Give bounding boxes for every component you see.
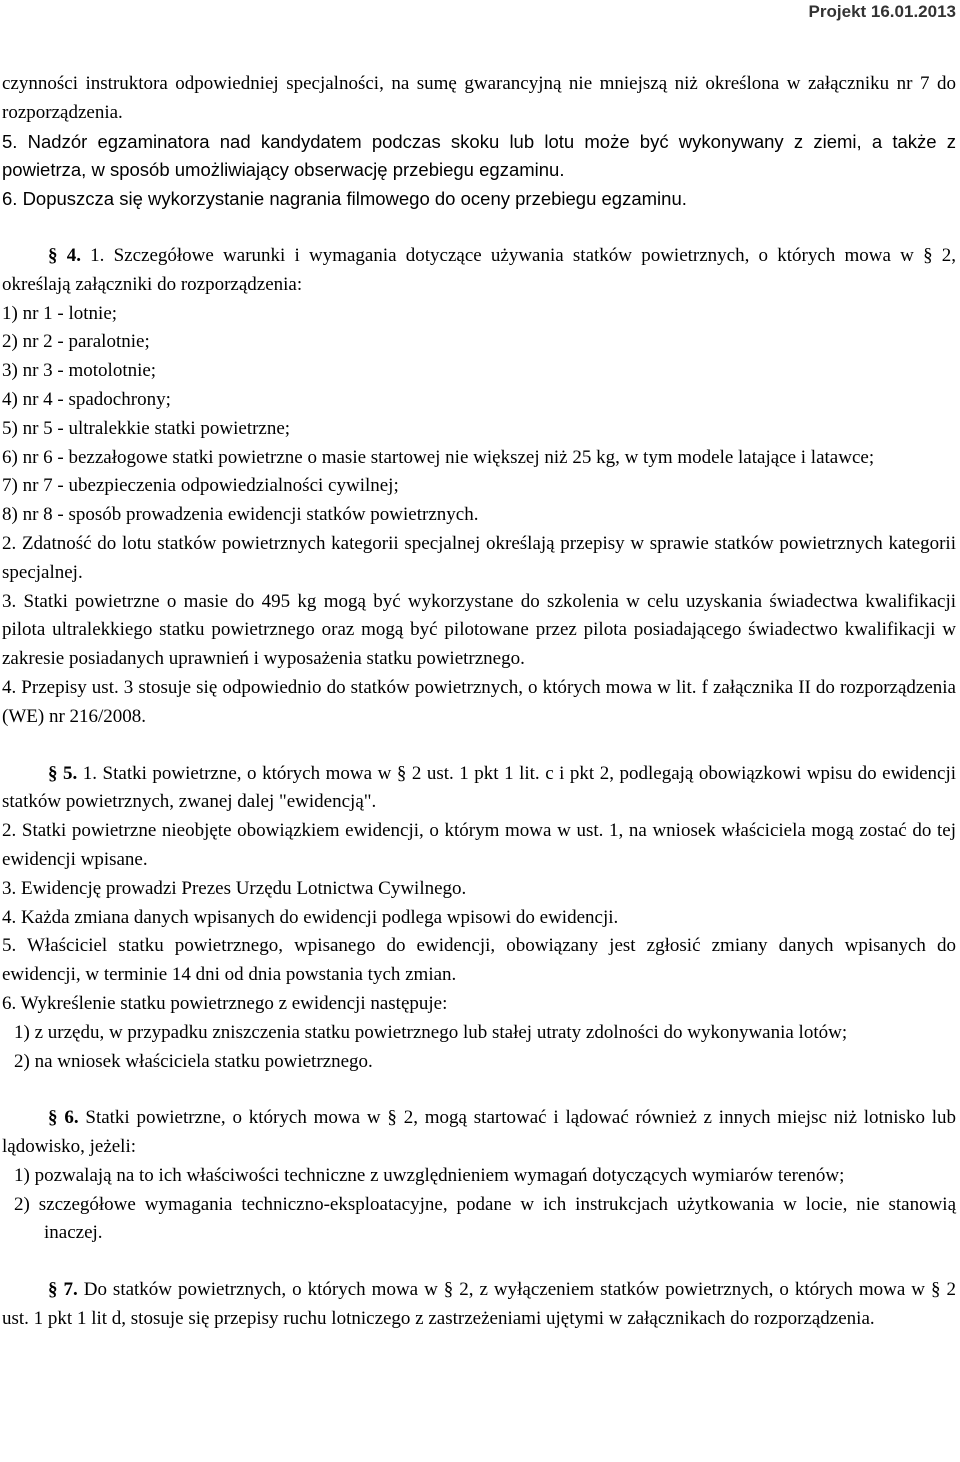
- document-body: [2, 70, 956, 1334]
- paragraph: 3. Statki powietrzne o masie do 495 kg mogą być wykorzystane do szkolenia w celu uzyskania świadectwa kwalifikacji pilota ultralekkiego statku powietrznego oraz mogą być pilotowane przez pilota posiadającego świadectwo kwalifikacji w zakresie posiadanych uprawnień i wyposażenia statku powietrznego.: [2, 590, 956, 670]
- paragraph: 2. Zdatność do lotu statków powietrznych kategorii specjalnej określają przepisy w sprawie statków powietrznych kategorii specjalnej.: [2, 532, 956, 583]
- section-number: 5.: [63, 762, 78, 784]
- list-item: 8) nr 8 - sposób prowadzenia ewidencji statków powietrznych.: [2, 504, 479, 526]
- section-text: Statki powietrzne, o których mowa w: [85, 1107, 381, 1129]
- paragraph: 6. Wykreślenie statku powietrznego z ewidencji następuje:: [2, 992, 448, 1014]
- list-item: 6) nr 6 - bezzałogowe statki powietrzne o masie startowej nie większej niż 25 kg, w tym modele latające i latawce;: [2, 446, 875, 468]
- document-header: Projekt 16.01.2013: [808, 2, 956, 21]
- section-4: [2, 242, 956, 300]
- list-item: 1) nr 1 - lotnie;: [2, 302, 118, 324]
- section-5: [2, 760, 956, 818]
- paragraph: 5. Nadzór egzaminatora nad kandydatem podczas skoku lub lotu może być wykonywany z ziemi, a także z powietrza, w sposób umożliwiający obserwację przebiegu egzaminu.: [2, 130, 956, 181]
- list-item: 5) nr 5 - ultralekkie statki powietrzne;: [2, 417, 291, 439]
- section-text: 2 ust. 1 pkt 1 lit d, stosuje się przepisy ruchu lotniczego z zastrzeżeniami ujętymi w załącznikach do rozporządzenia.: [2, 1279, 956, 1330]
- section-text: 2, mogą startować i lądować również z innych miejsc niż lotnisko lub lądowisko, jeżeli:: [2, 1107, 957, 1158]
- section-symbol: §: [923, 244, 933, 266]
- section-symbol: §: [387, 1107, 397, 1129]
- section-7: [2, 1276, 956, 1334]
- section-symbol: §: [48, 244, 58, 266]
- section-symbol: §: [48, 1107, 58, 1129]
- list-item: 4) nr 4 - spadochrony;: [2, 388, 171, 410]
- section-text: 2, określają załączniki do rozporządzenia:: [2, 244, 957, 295]
- list-item: 1) z urzędu, w przypadku zniszczenia statku powietrznego lub stałej utraty zdolności do wykonywania lotów;: [14, 1021, 848, 1043]
- section-text: 1. Statki powietrzne, o których mowa w: [82, 762, 392, 784]
- section-text: 1. Szczegółowe warunki i wymagania dotyczące używania statków powietrznych, o których mowa w: [90, 244, 914, 266]
- list-item: 2) szczegółowe wymagania techniczno-eksploatacyjne, podane w ich instrukcjach użytkowania w locie, nie stanowią inaczej.: [14, 1193, 956, 1244]
- paragraph: czynności instruktora odpowiedniej specjalności, na sumę gwarancyjną nie mniejszą niż określona w załączniku nr 7 do rozporządzenia.: [2, 73, 956, 123]
- section-symbol: §: [48, 762, 58, 784]
- section-symbol: §: [443, 1279, 454, 1301]
- paragraph: 4. Każda zmiana danych wpisanych do ewidencji podlega wpisowi do ewidencji.: [2, 906, 619, 928]
- section-symbol: §: [931, 1279, 941, 1301]
- list-item: 7) nr 7 - ubezpieczenia odpowiedzialności cywilnej;: [2, 475, 399, 497]
- paragraph: 2. Statki powietrzne nieobjęte obowiązkiem ewidencji, o którym mowa w ust. 1, na wniosek właściciela mogą zostać do tej ewidencji wpisane.: [2, 820, 956, 870]
- list-item: 2) nr 2 - paralotnie;: [2, 331, 150, 353]
- paragraph: 5. Właściciel statku powietrznego, wpisanego do ewidencji, obowiązany jest zgłosić zmiany danych wpisanych do ewidencji, w terminie 14 dni od dnia powstania tych zmian.: [2, 935, 956, 986]
- section-text: 2 ust. 1 pkt 1 lit. c i pkt 2, podlegają obowiązkowi wpisu do ewidencji statków powietrznych, zwanej dalej "ewidencją".: [2, 762, 957, 813]
- section-number: 6.: [64, 1107, 79, 1129]
- paragraph: 3. Ewidencję prowadzi Prezes Urzędu Lotnictwa Cywilnego.: [2, 877, 467, 899]
- list-item: 2) na wniosek właściciela statku powietrznego.: [14, 1050, 373, 1072]
- paragraph: 6. Dopuszcza się wykorzystanie nagrania filmowego do oceny przebiegu egzaminu.: [2, 188, 687, 210]
- section-number: 7.: [63, 1279, 78, 1301]
- section-text: 2, z wyłączeniem statków powietrznych, o których mowa w: [459, 1279, 926, 1301]
- section-text: Do statków powietrznych, o których mowa w: [83, 1279, 438, 1301]
- section-6: [2, 1104, 956, 1162]
- section-number: 4.: [66, 244, 81, 266]
- list-item: 3) nr 3 - motolotnie;: [2, 360, 157, 382]
- paragraph: 4. Przepisy ust. 3 stosuje się odpowiednio do statków powietrznych, o których mowa w lit. f załącznika II do rozporządzenia (WE) nr 216/2008.: [2, 676, 956, 727]
- section-symbol: §: [396, 762, 407, 784]
- section-symbol: §: [48, 1279, 58, 1301]
- list-item: 1) pozwalają na to ich właściwości techniczne z uwzględnieniem wymagań dotyczących wymiarów terenów;: [14, 1164, 845, 1186]
